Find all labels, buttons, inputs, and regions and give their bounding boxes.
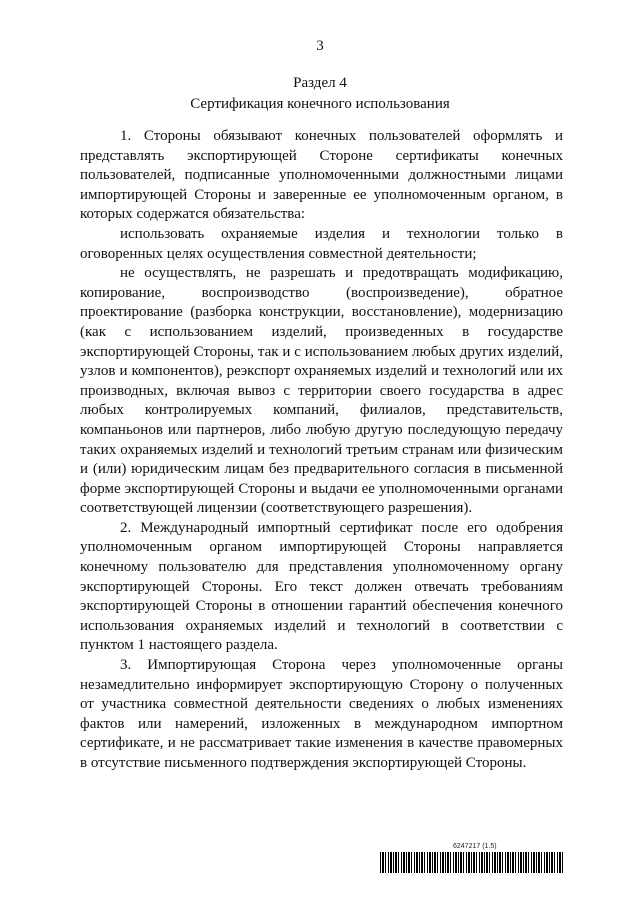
document-code: 6247217 (1.5) (453, 843, 497, 850)
paragraph: использовать охраняемые изделия и технологии только в оговоренных целях осуществления совместной деятельности; (80, 225, 563, 262)
barcode-icon (380, 852, 563, 873)
page-number: 3 (316, 38, 324, 54)
document-body (80, 127, 563, 774)
section-subtitle: Сертификация конечного использования (190, 96, 450, 112)
paragraph: не осуществлять, не разрешать и предотвращать модификацию, копирование, воспроизводство (воспроизведение), обратное проектирование (разборка конструкции, восстановление), модернизацию (как с использованием изделий, произведенных в государстве экспортирующей Стороны, так и с использованием любых других изделий, узлов и компонентов), реэкспорт охраняемых изделий и технологий или их производных, включая вывоз с территории своего государства в адрес любых контролируемых компаний, филиалов, представительств, компаньонов или партнеров, либо любую другую последующую передачу таких охраняемых изделий и технологий третьим странам или физическим и (или) юридическим лицам без предварительного согласия в письменной форме экспортирующей Стороны и выдачи ее уполномоченными органами соответствующей лицензии (соответствующего разрешения). (80, 265, 563, 517)
paragraph: 1. Стороны обязывают конечных пользователей оформлять и представлять экспортирующей Стороне сертификаты конечных пользователей, подписанные уполномоченными должностными лицами импортирующей Стороны и заверенные ее уполномоченным органом, в которых содержатся обязательства: (80, 128, 563, 223)
section-title: Раздел 4 (293, 75, 347, 91)
paragraph: 2. Международный импортный сертификат после его одобрения уполномоченным органом импортирующей Стороны направляется конечному пользователю для представления уполномоченному органу экспортирующей Стороны. Его текст должен отвечать требованиям экспортирующей Стороны в отношении гарантий обеспечения конечного использования охраняемых изделий и технологий в соответствии с пунктом 1 настоящего раздела. (80, 519, 563, 654)
paragraph: 3. Импортирующая Сторона через уполномоченные органы незамедлительно информирует экспортирующую Сторону о полученных от участника совместной деятельности сведениях о любых изменениях фактов или намерений, изложенных в международном импортном сертификате, и не рассматривает такие изменения в качестве правомерных в отсутствие письменного подтверждения экспортирующей Стороны. (80, 657, 563, 771)
